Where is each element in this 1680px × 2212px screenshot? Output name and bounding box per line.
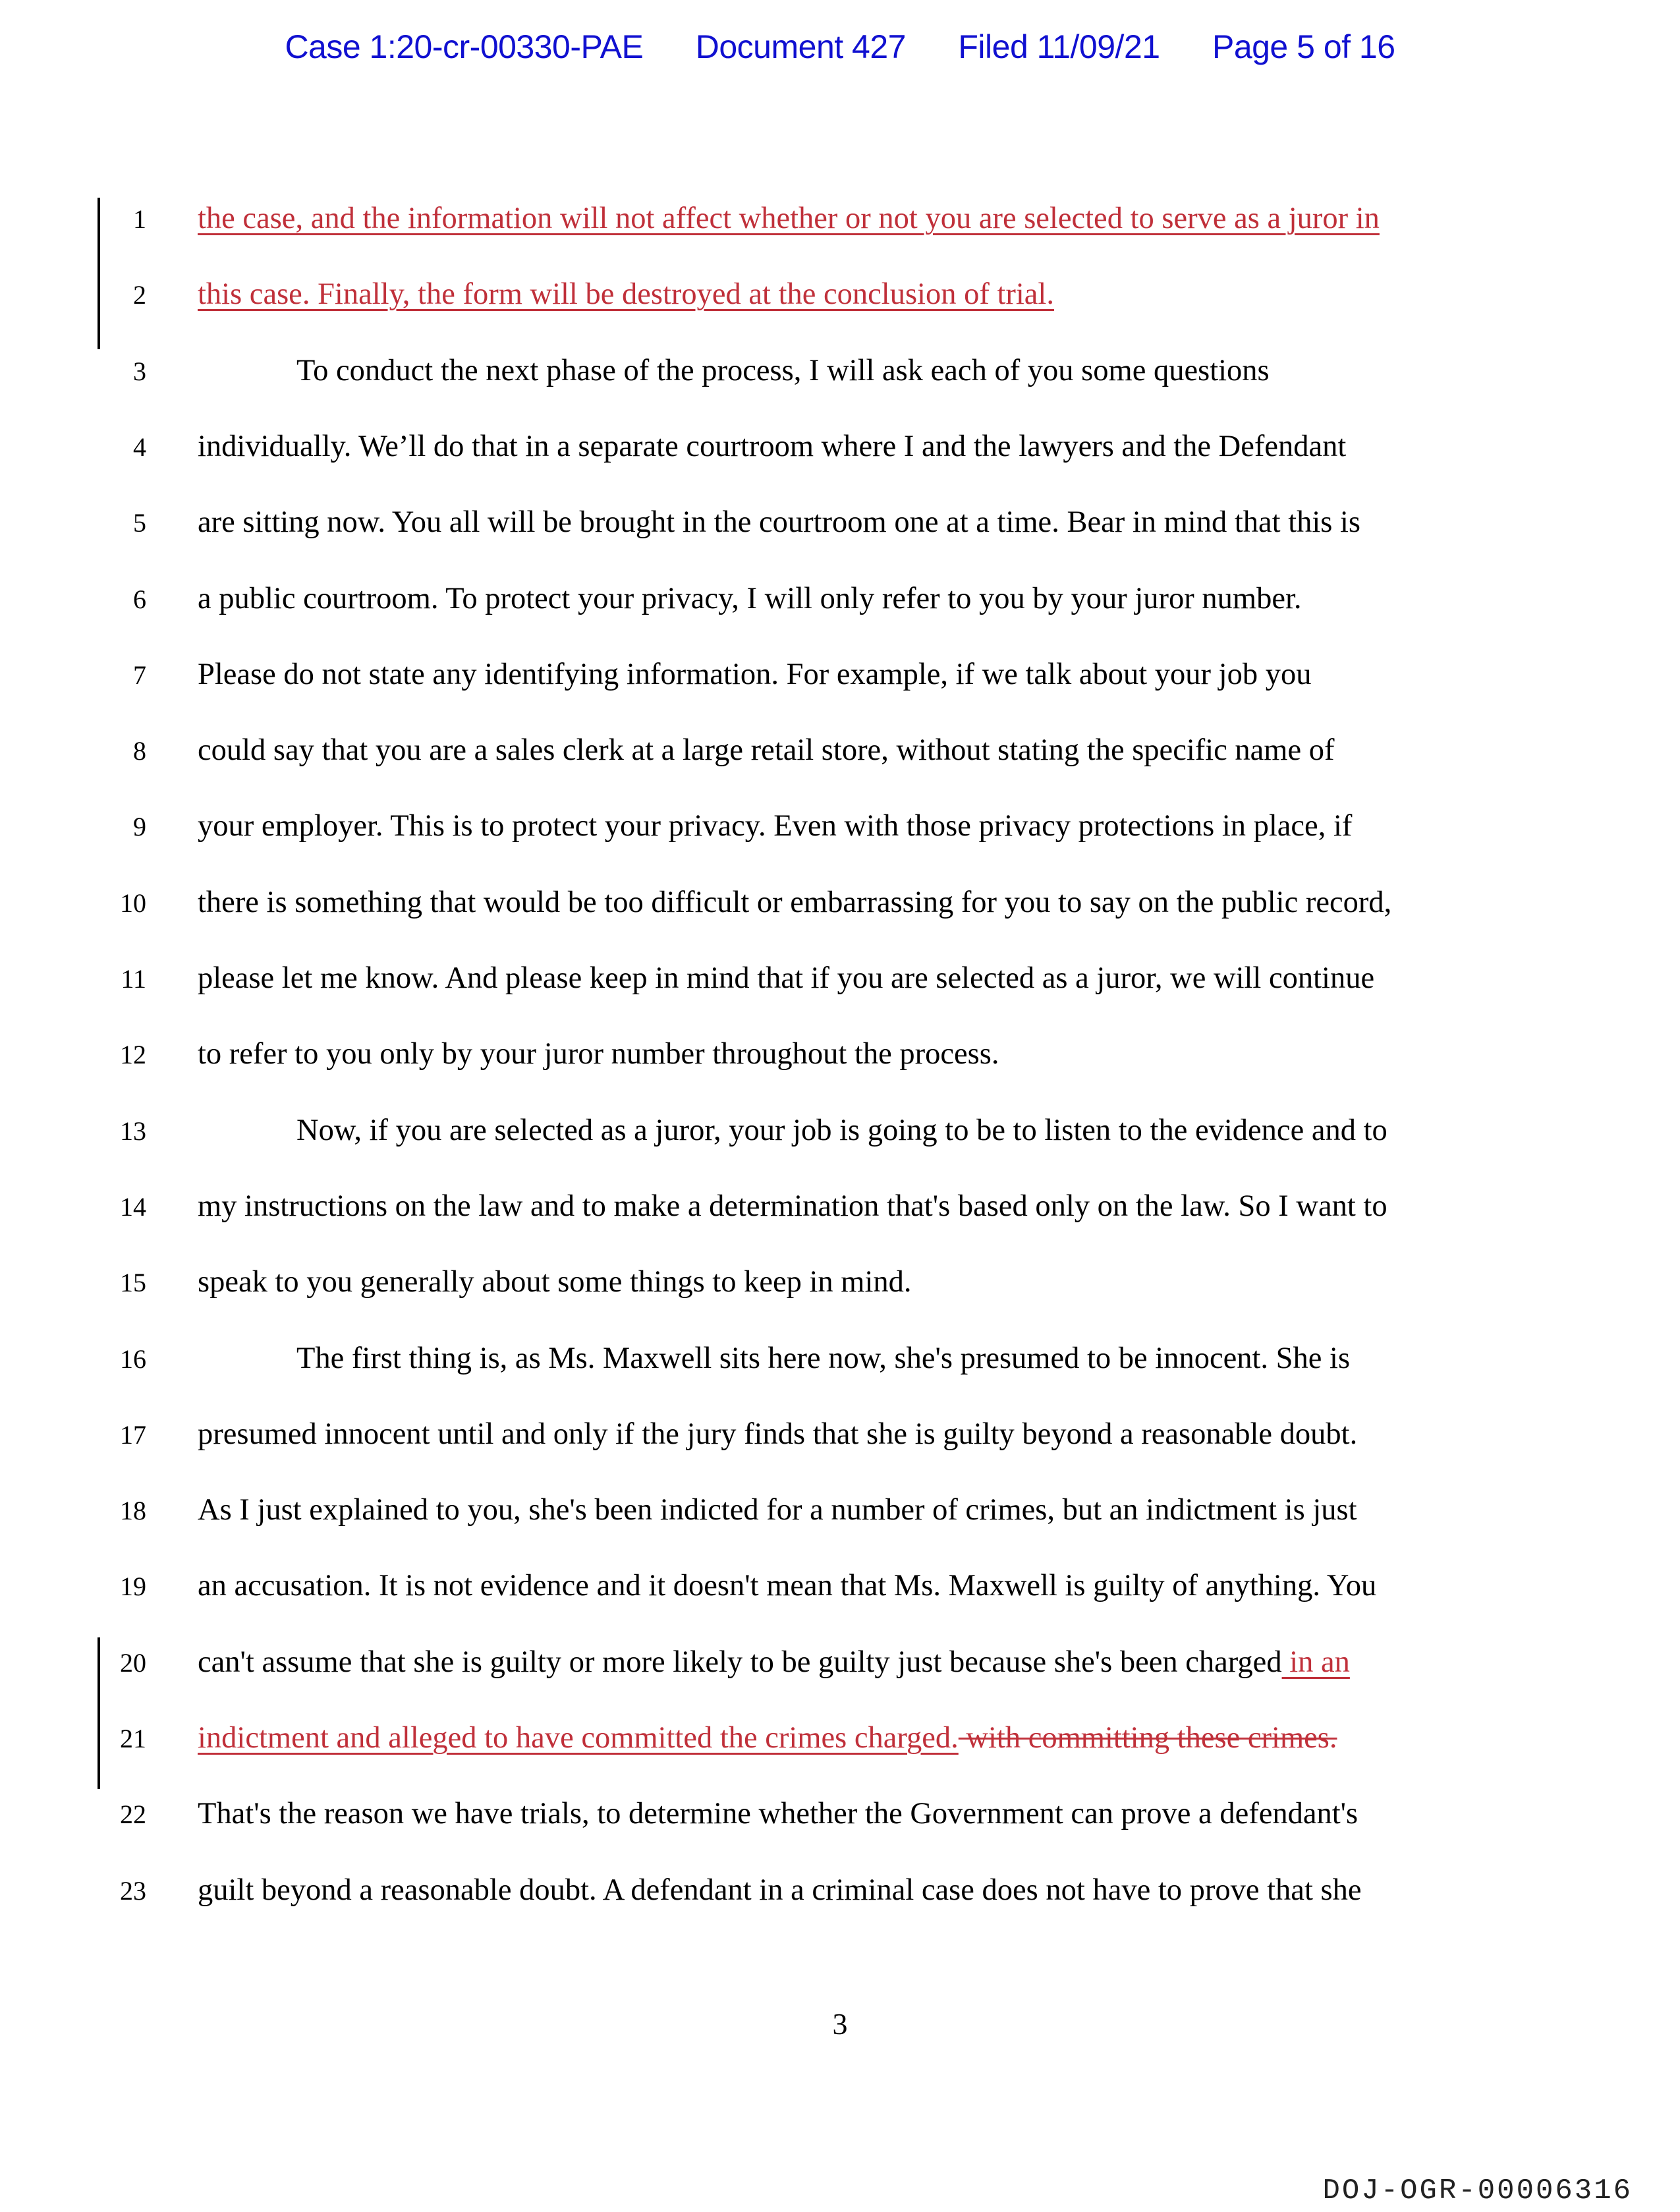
pleading-line xyxy=(0,961,1680,1013)
line-number: 12 xyxy=(120,1040,146,1070)
line-number: 6 xyxy=(133,584,146,614)
line-text xyxy=(198,961,1374,996)
bates-number: DOJ-OGR-00006316 xyxy=(1322,2174,1633,2207)
line-number: 17 xyxy=(120,1419,146,1450)
pleading-line xyxy=(0,1189,1680,1241)
line-text xyxy=(198,885,1391,920)
line-text xyxy=(198,1568,1376,1603)
line-text xyxy=(198,733,1334,768)
pleading-line xyxy=(0,733,1680,785)
line-number: 7 xyxy=(133,660,146,690)
line-text xyxy=(198,808,1352,843)
body-text: To conduct the next phase of the process, I will ask each of you some questions xyxy=(296,353,1270,387)
line-text xyxy=(198,1873,1361,1908)
line-text xyxy=(198,1645,1350,1680)
line-number: 9 xyxy=(133,812,146,842)
line-number: 4 xyxy=(133,432,146,462)
body-text: are sitting now. You all will be brought in the courtroom one at a time. Bear in mind that this is xyxy=(198,505,1361,540)
line-number: 10 xyxy=(120,888,146,918)
line-number: 20 xyxy=(120,1647,146,1678)
pleading-line xyxy=(0,1873,1680,1925)
line-text xyxy=(198,505,1360,540)
line-number: 5 xyxy=(133,508,146,538)
body-text: there is something that would be too difficult or embarrassing for you to say on the public record, xyxy=(198,885,1392,919)
document-number: Document 427 xyxy=(695,28,906,65)
body-text: Please do not state any identifying information. For example, if we talk about your job you xyxy=(198,657,1312,691)
inserted-text: the case, and the information will not affect whether or not you are selected to serve as a juror in xyxy=(198,202,1380,235)
page-count: Page 5 of 16 xyxy=(1212,28,1395,65)
line-text xyxy=(198,1036,999,1071)
pleading-line xyxy=(0,1036,1680,1089)
line-number: 14 xyxy=(120,1191,146,1222)
body-text: my instructions on the law and to make a determination that's based only on the law. So I want to xyxy=(198,1189,1387,1223)
line-text xyxy=(198,1796,1358,1831)
line-text xyxy=(198,1264,912,1299)
body-text: your employer. This is to protect your privacy. Even with those privacy protections in place, if xyxy=(198,809,1353,843)
body-text: Now, if you are selected as a juror, your job is going to be to listen to the evidence and to xyxy=(296,1113,1387,1147)
line-number: 15 xyxy=(120,1268,146,1298)
body-text: individually. We’ll do that in a separate courtroom where I and the lawyers and the Defendant xyxy=(198,429,1347,463)
line-text xyxy=(198,277,1054,312)
line-text xyxy=(198,581,1302,616)
pleading-line xyxy=(0,201,1680,254)
pleading-line xyxy=(0,581,1680,634)
line-number: 1 xyxy=(133,204,146,234)
inserted-text: indictment and alleged to have committed the crimes charged. xyxy=(198,1721,959,1755)
body-text: an accusation. It is not evidence and it doesn't mean that Ms. Maxwell is guilty of anything. You xyxy=(198,1569,1377,1603)
pleading-line xyxy=(0,1796,1680,1849)
line-number: 18 xyxy=(120,1496,146,1526)
pleading-line xyxy=(0,1720,1680,1773)
line-number: 22 xyxy=(120,1800,146,1830)
pleading-line xyxy=(0,429,1680,482)
line-number: 13 xyxy=(120,1116,146,1146)
line-text xyxy=(198,1417,1357,1452)
page-number: 3 xyxy=(832,2007,848,2041)
case-number: Case 1:20-cr-00330-PAE xyxy=(285,28,644,65)
body-text: presumed innocent until and only if the jury finds that she is guilty beyond a reasonable doubt. xyxy=(198,1417,1358,1451)
line-number: 3 xyxy=(133,356,146,386)
line-text xyxy=(198,1720,1337,1755)
line-number: 2 xyxy=(133,280,146,310)
line-text xyxy=(198,429,1346,464)
line-text xyxy=(198,1492,1357,1527)
line-text xyxy=(198,1189,1387,1224)
pleading-line xyxy=(0,505,1680,557)
pleading-line xyxy=(0,1568,1680,1621)
pleading-line xyxy=(0,277,1680,329)
pleading-line xyxy=(0,1113,1680,1166)
body-text: As I just explained to you, she's been indicted for a number of crimes, but an indictment is just xyxy=(198,1493,1357,1527)
body-text: to refer to you only by your juror number throughout the process. xyxy=(198,1037,999,1071)
line-number: 11 xyxy=(121,964,146,994)
deleted-text: with committing these crimes. xyxy=(958,1721,1337,1755)
body-text: could say that you are a sales clerk at a large retail store, without stating the specific name of xyxy=(198,733,1335,768)
pleading-line xyxy=(0,1417,1680,1469)
inserted-text: this case. Finally, the form will be destroyed at the conclusion of trial. xyxy=(198,277,1054,312)
line-number: 21 xyxy=(120,1724,146,1753)
pleading-line xyxy=(0,1341,1680,1394)
pleading-line xyxy=(0,808,1680,861)
pleading-line xyxy=(0,657,1680,710)
line-number: 8 xyxy=(133,736,146,766)
filed-date: Filed 11/09/21 xyxy=(958,28,1160,65)
line-text xyxy=(198,201,1380,236)
line-number: 16 xyxy=(120,1344,146,1374)
line-text xyxy=(296,1113,1387,1148)
pleading-line xyxy=(0,1645,1680,1697)
line-number: 19 xyxy=(120,1572,146,1602)
body-text: can't assume that she is guilty or more likely to be guilty just because she's been charged xyxy=(198,1645,1282,1679)
pleading-line xyxy=(0,353,1680,406)
pleading-line xyxy=(0,885,1680,938)
body-text: guilt beyond a reasonable doubt. A defendant in a criminal case does not have to prove that she xyxy=(198,1873,1362,1907)
body-text: speak to you generally about some things to keep in mind. xyxy=(198,1265,912,1299)
line-number: 23 xyxy=(120,1875,146,1906)
body-text: please let me know. And please keep in mind that if you are selected as a juror, we will continue xyxy=(198,961,1375,995)
body-text: The first thing is, as Ms. Maxwell sits here now, she's presumed to be innocent. She is xyxy=(296,1341,1351,1375)
body-text: a public courtroom. To protect your privacy, I will only refer to you by your juror number. xyxy=(198,581,1302,615)
inserted-text: in an xyxy=(1281,1645,1350,1679)
line-text xyxy=(296,1341,1350,1376)
line-text xyxy=(198,657,1311,692)
pleading-line xyxy=(0,1492,1680,1545)
case-header xyxy=(0,28,1680,66)
body-text: That's the reason we have trials, to determine whether the Government can prove a defendant's xyxy=(198,1797,1358,1831)
pleading-line xyxy=(0,1264,1680,1317)
line-text xyxy=(296,353,1270,388)
